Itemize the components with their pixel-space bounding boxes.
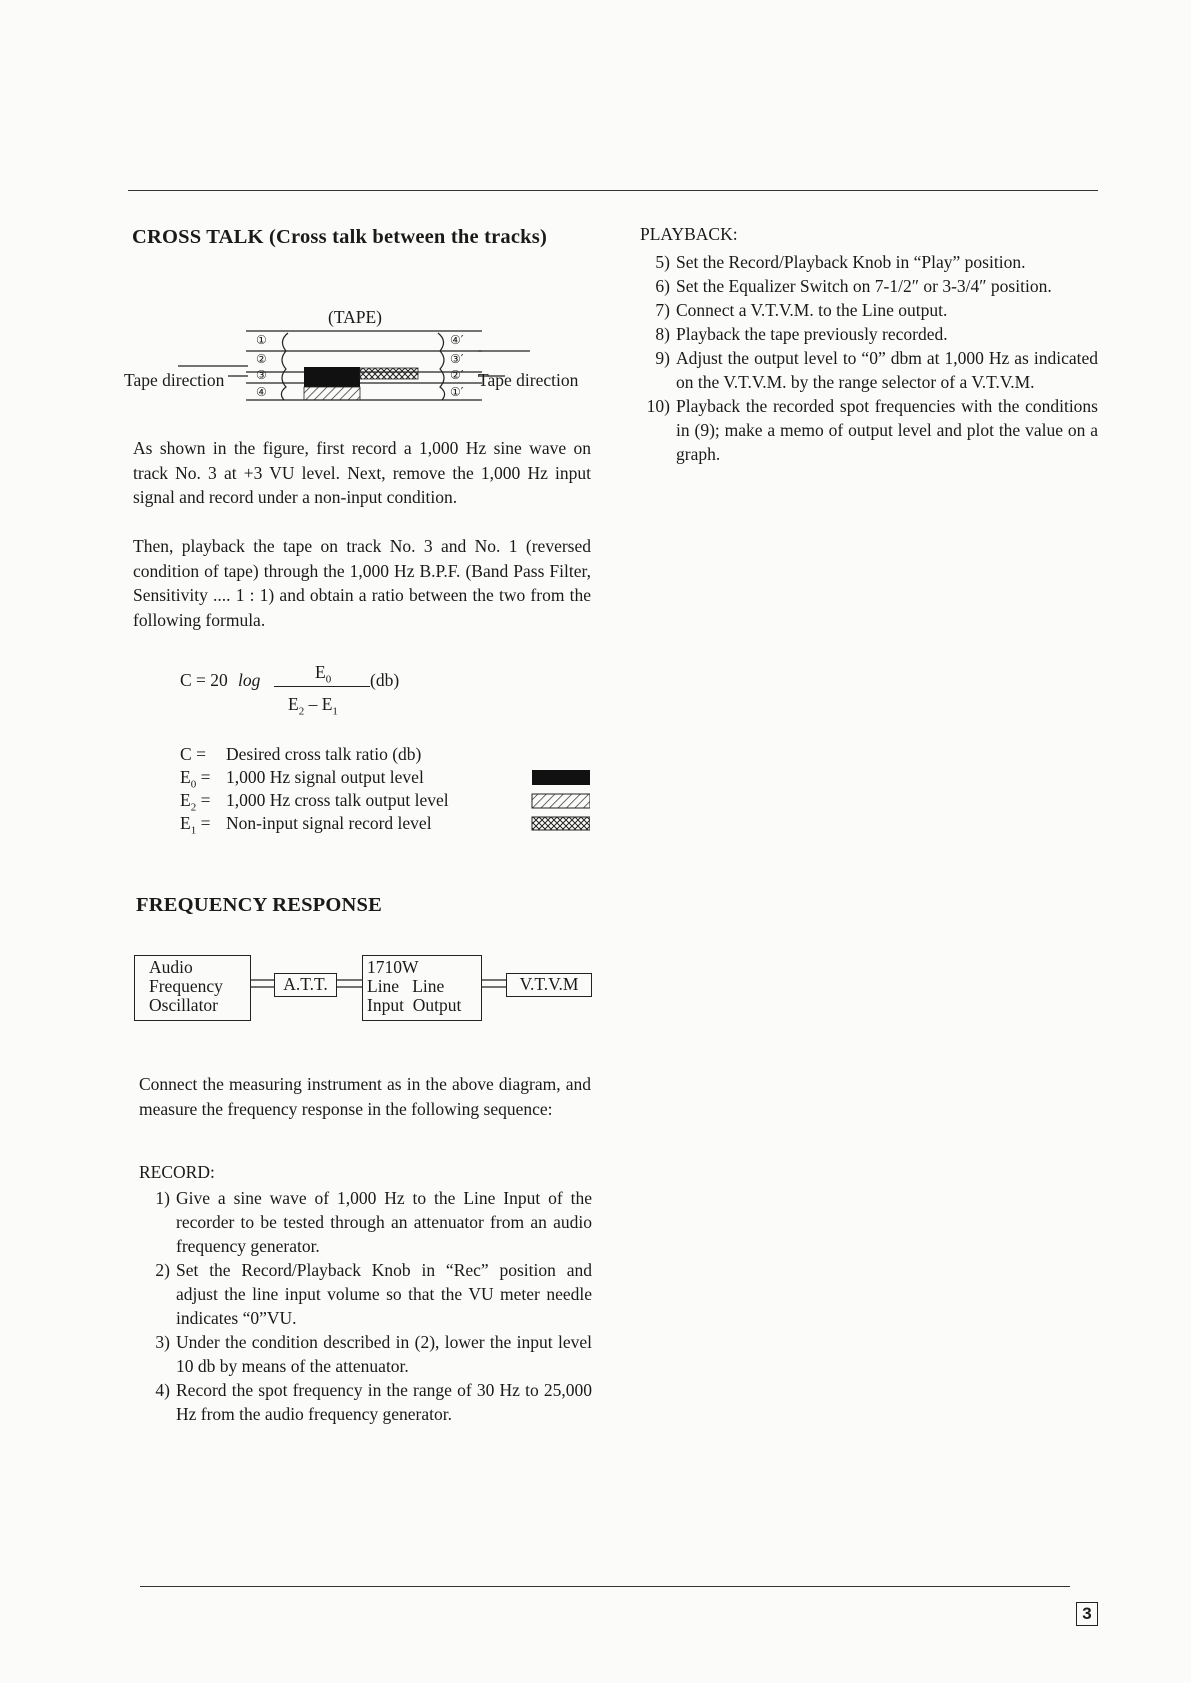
cross-talk-paragraph-2: Then, playback the tape on track No. 3 and No. 1 (reversed condition of tape) through the 1,000 Hz B.P.F. (Band Pass Filter, Sensitivity .... 1 : 1) and obtain a ratio between the two from the following formula.	[133, 536, 591, 630]
legend-symbol: $E_2$ =	[180, 790, 211, 814]
cross-talk-formula	[180, 662, 480, 722]
frequency-response-diagram	[134, 955, 594, 1025]
right-track-4: ④′	[450, 333, 464, 347]
formula-unit: (db)	[370, 670, 400, 690]
left-track-4: ④	[256, 385, 267, 399]
oscillator-label-2: Frequency	[149, 976, 223, 996]
playback-step: 6) Set the Equalizer Switch on 7-1/2″ or 3-3/4″ position.	[655, 276, 1052, 296]
left-track-2: ②	[256, 352, 267, 366]
formula-numerator: $E_0$	[315, 662, 332, 686]
legend-row-e2	[180, 788, 449, 812]
playback-heading: PLAYBACK:	[640, 224, 738, 244]
crosshatch-block	[360, 368, 418, 379]
recorder-model: 1710W	[367, 957, 419, 977]
right-track-2: ②′	[450, 368, 464, 382]
playback-step: 7) Connect a V.T.V.M. to the Line output.	[655, 300, 948, 320]
solid-signal-block	[304, 367, 360, 387]
top-rule	[128, 190, 1098, 191]
formula-denominator: $E_2 - E_1$	[288, 694, 338, 718]
oscillator-label-1: Audio	[149, 957, 193, 977]
tape-tracks-drawing	[120, 305, 600, 415]
hatch-block	[304, 387, 360, 400]
record-step: 2) Set the Record/Playback Knob in “Rec” position and adjust the line input volume so that the VU meter needle indicates “0”VU.	[155, 1260, 592, 1328]
legend-text: 1,000 Hz signal output level	[226, 767, 424, 787]
record-step: 1) Give a sine wave of 1,000 Hz to the Line Input of the recorder to be tested through an attenuator from an audio frequency generator.	[155, 1188, 592, 1256]
tape-label: (TAPE)	[328, 307, 383, 327]
playback-step: 5) Set the Record/Playback Knob in “Play” position.	[655, 252, 1026, 272]
playback-step: 10) Playback the recorded spot frequencies with the conditions in (9); make a memo of output level and plot the value on a graph.	[646, 396, 1098, 464]
legend-row-e1	[180, 811, 432, 835]
vtvm-box: V.T.V.M	[506, 973, 592, 997]
swatch-hatch	[532, 794, 590, 808]
right-track-3: ③′	[450, 352, 464, 366]
right-track-1: ①′	[450, 385, 464, 399]
attenuator-box: A.T.T.	[274, 973, 337, 997]
page-number: 3	[1076, 1602, 1098, 1626]
bottom-rule	[140, 1586, 1070, 1587]
record-step: 4) Record the spot frequency in the range of 30 Hz to 25,000 Hz from the audio frequency generator.	[155, 1380, 592, 1424]
cross-talk-title: CROSS TALK (Cross talk between the tracks)	[132, 226, 547, 248]
legend-text: 1,000 Hz cross talk output level	[226, 790, 449, 810]
legend-text: Desired cross talk ratio (db)	[226, 744, 422, 764]
recorder-io-label: Input Output	[367, 995, 462, 1015]
frequency-response-title: FREQUENCY RESPONSE	[136, 894, 383, 916]
frequency-response-intro: Connect the measuring instrument as in the above diagram, and measure the frequency response in the following sequence:	[139, 1074, 591, 1119]
oscillator-label-3: Oscillator	[149, 995, 219, 1015]
tape-diagram	[120, 305, 600, 415]
legend-row-e0	[180, 765, 424, 789]
formula-log: log	[238, 670, 261, 690]
left-track-1: ①	[256, 333, 267, 347]
cross-talk-paragraph-1: As shown in the figure, first record a 1,000 Hz sine wave on track No. 3 at +3 VU level. Next, remove the 1,000 Hz input signal and record under a non-input condition.	[133, 438, 591, 507]
swatch-solid	[532, 770, 590, 785]
formula-lhs: C = 20	[180, 670, 228, 690]
left-tape-direction: Tape direction	[124, 370, 225, 390]
right-tape-direction: Tape direction	[478, 370, 579, 390]
record-steps	[140, 1186, 592, 1426]
legend-symbol: C =	[180, 744, 206, 764]
legend-symbol: $E_1$ =	[180, 813, 211, 837]
legend-text: Non-input signal record level	[226, 813, 432, 833]
playback-steps	[640, 250, 1098, 466]
formula-legend	[180, 742, 592, 842]
record-heading: RECORD:	[139, 1162, 215, 1182]
formula-fraction-bar	[274, 686, 370, 687]
legend-swatches	[530, 742, 590, 837]
recorder-box	[362, 955, 482, 1021]
legend-symbol: $E_0$ =	[180, 767, 211, 791]
playback-step: 8) Playback the tape previously recorded.	[655, 324, 948, 344]
record-step: 3) Under the condition described in (2), lower the input level 10 db by means of the attenuator.	[155, 1332, 592, 1376]
left-track-3: ③	[256, 368, 267, 382]
swatch-crosshatch	[532, 817, 590, 830]
recorder-line-label: Line Line	[367, 976, 445, 996]
playback-step: 9) Adjust the output level to “0” dbm at 1,000 Hz as indicated on the V.T.V.M. by the range selector of a V.T.V.M.	[655, 348, 1098, 392]
legend-row-c	[180, 742, 421, 766]
